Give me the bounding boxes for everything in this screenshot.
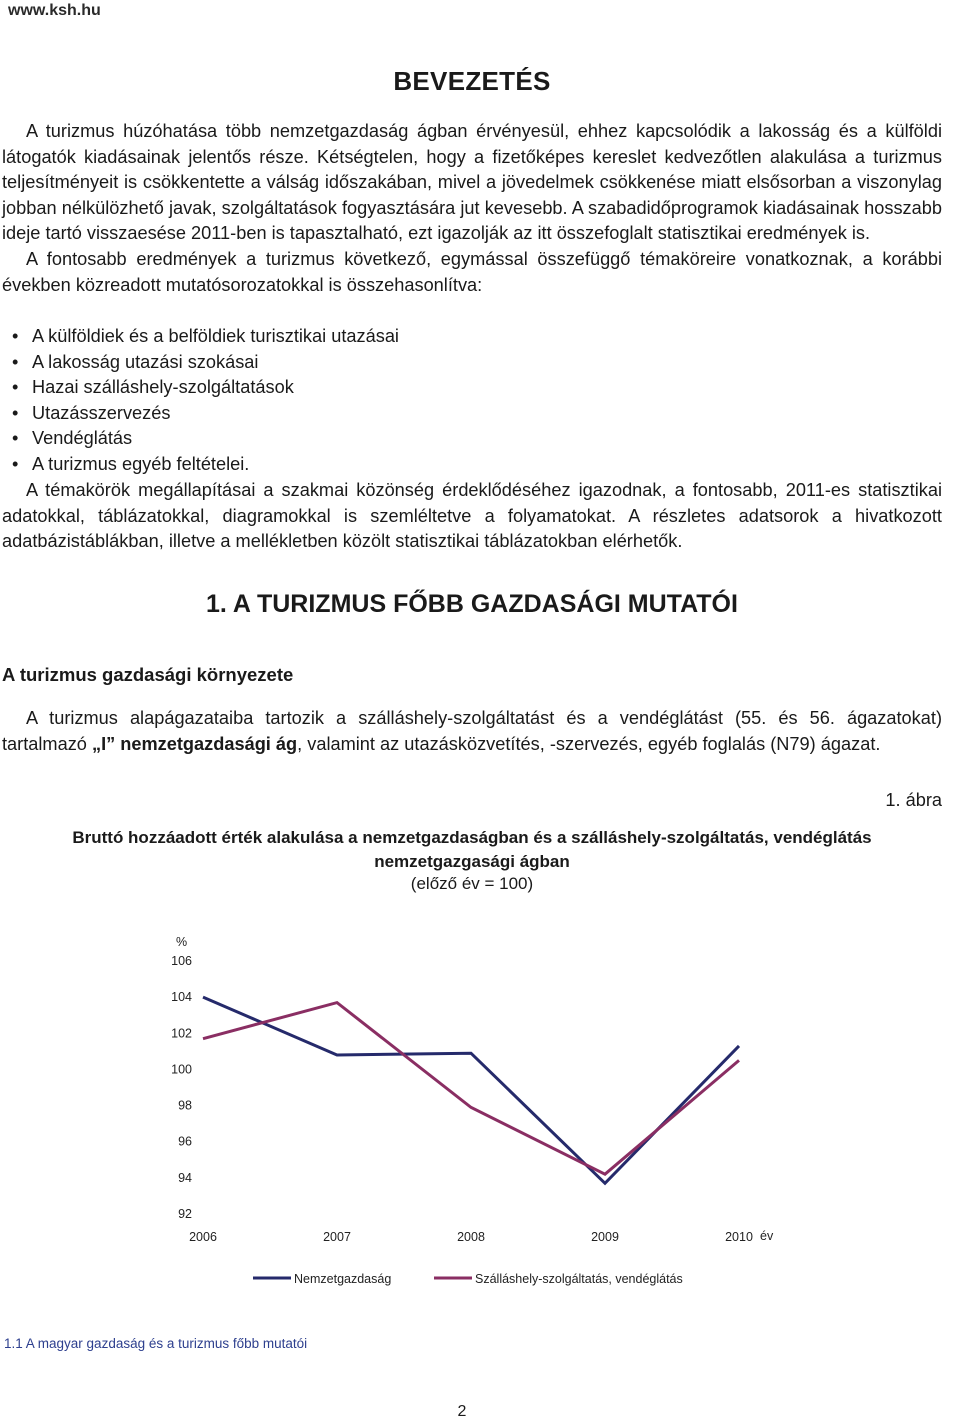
closing-paragraph: A témakörök megállapításai a szakmai közönség érdeklődéséhez igazodnak, a fontosabb, 2011-es statisztikai adatokkal, táblázatokkal, diagramokkal is szemléltetve a folyamatokat. A részletes adatsorok a hivatkozott adatbázistáblákban, illetve a mellékletben közölt statisztikai táblázatokban elérhetők. — [2, 480, 942, 552]
series-line — [203, 997, 739, 1183]
y-tick-label: 98 — [178, 1098, 192, 1113]
intro-paragraph-1: A turizmus húzóhatása több nemzetgazdaság ágban érvényesül, ehhez kapcsolódik a lakosság és a külföldi látogatók kiadásainak jelentős része. Kétségtelen, hogy a fizetőképes kereslet kedvezőtlen alakulása a turizmus teljesítményeit is csökkentette a válság időszakában, mivel a jövedelmek csökkenése miatt elsősorban a viszonylag jobban nélkülözhető javak, szolgáltatások fogyasztására jut kevesebb. A szabadidőprogramok kiadásainak hosszabb ideje tartó visszaesése 2011-ben is tapasztalható, ezt igazolják az itt összefoglalt statisztikai eredmények is. — [2, 121, 942, 244]
para-text-end: , valamint az utazásközvetítés, -szervezés, egyéb foglalás (N79) ágazat. — [297, 733, 881, 754]
x-tick-label: 2008 — [457, 1230, 485, 1244]
intro-heading: BEVEZETÉS — [393, 66, 551, 96]
footer-link[interactable]: 1.1 A magyar gazdaság és a turizmus főbb mutatói — [4, 1336, 308, 1351]
intro-paragraph-2: A fontosabb eredmények a turizmus következő, egymással összefüggő témaköreire vonatkoznak, a korábbi években közreadott mutatósorozatokkal is összehasonlítva: — [2, 248, 942, 295]
y-tick-label: 106 — [171, 954, 192, 968]
y-tick-label: 92 — [178, 1207, 192, 1221]
list-item: • A turizmus egyéb feltételei. — [2, 452, 902, 478]
page-number: 2 — [457, 1403, 467, 1420]
y-axis-label: % — [176, 935, 188, 949]
chart-subtitle: (előző év = 100) — [410, 874, 534, 893]
figure-number: 1. ábra — [885, 790, 942, 810]
y-tick-label: 102 — [171, 1026, 192, 1041]
para-text-start: A turizmus alapágazataiba tartozik a szálláshely-szolgáltatást és a vendéglátást (55. és 56. ágazatokat) tartalmazó — [2, 708, 942, 754]
series-line — [203, 1003, 739, 1175]
para-bold-term: „I” nemzetgazdasági ág — [91, 733, 298, 754]
x-tick-label: 2007 — [323, 1230, 351, 1244]
section-heading: 1. A TURIZMUS FŐBB GAZDASÁGI MUTATÓI — [206, 590, 738, 618]
legend-label: Nemzetgazdaság — [294, 1272, 392, 1286]
list-item: • Vendéglátás — [2, 426, 902, 452]
x-tick-label: 2009 — [591, 1230, 619, 1244]
y-tick-label: 104 — [171, 990, 192, 1005]
y-tick-label: 100 — [171, 1062, 192, 1077]
chart-title: Bruttó hozzáadott érték alakulása a nemzetgazdaságban és a szálláshely-szolgáltatás, vendéglátás nemzetgazgasági ágban — [72, 828, 872, 871]
list-item: • A lakosság utazási szokásai — [2, 350, 902, 376]
x-axis-label: év — [760, 1229, 774, 1243]
list-item: • Hazai szálláshely-szolgáltatások — [2, 375, 902, 401]
x-tick-label: 2006 — [189, 1230, 217, 1244]
list-item: • Utazásszervezés — [2, 401, 902, 427]
site-url[interactable]: www.ksh.hu — [8, 2, 101, 19]
list-item: • A külföldiek és a belföldiek turisztikai utazásai — [2, 324, 902, 350]
subsection-heading: A turizmus gazdasági környezete — [2, 664, 294, 685]
legend-label: Szálláshely-szolgáltatás, vendéglátás — [475, 1272, 683, 1286]
x-tick-label: 2010 — [725, 1230, 753, 1244]
y-tick-label: 94 — [178, 1170, 192, 1185]
y-tick-label: 96 — [178, 1134, 192, 1149]
